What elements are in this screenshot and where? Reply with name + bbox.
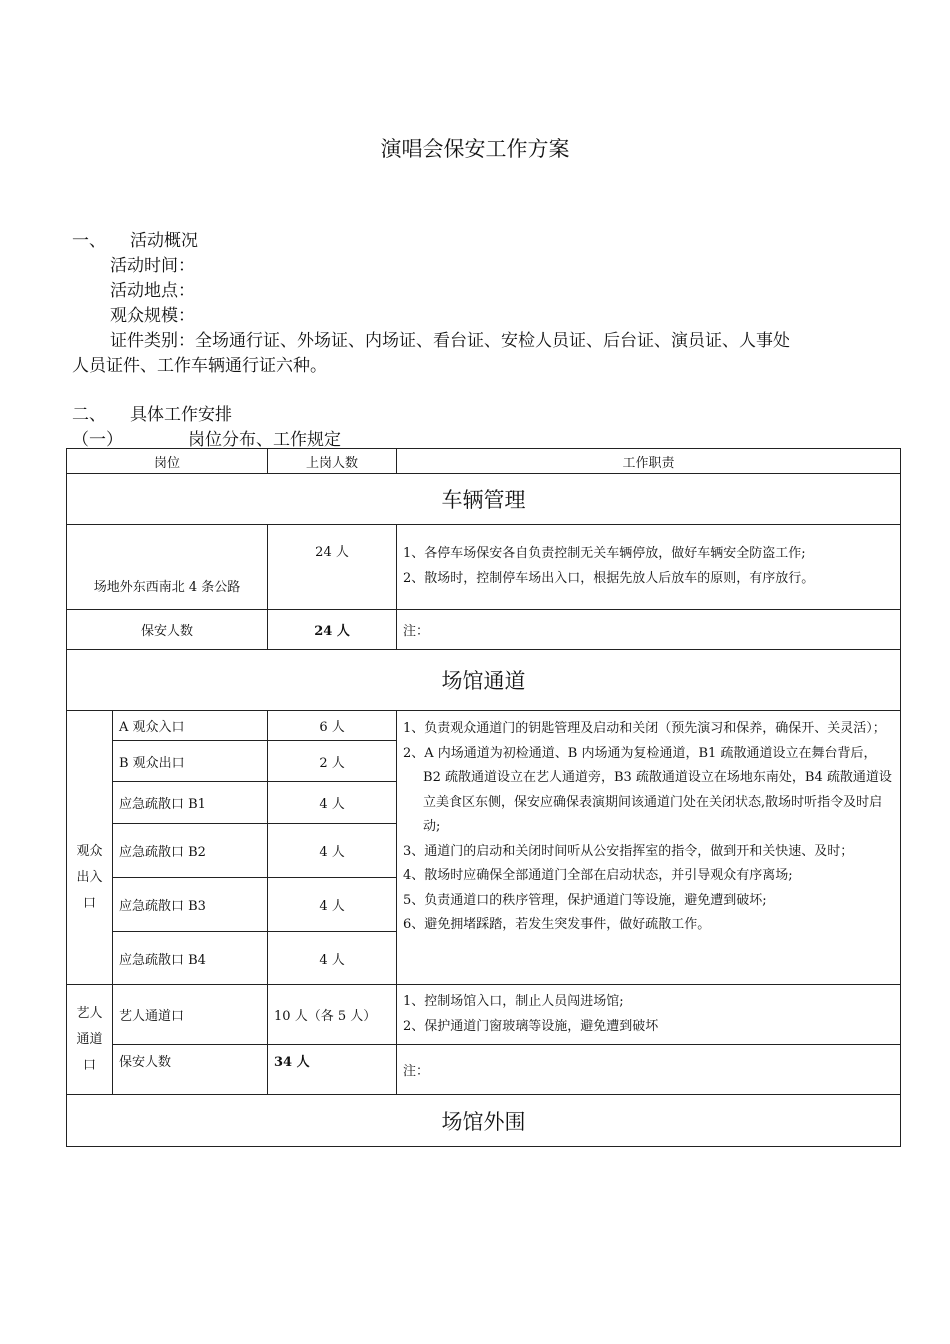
- header-count: 上岗人数: [268, 449, 397, 474]
- duty-item: 2、散场时，控制停车场出入口，根据先放人后放车的原则，有序放行。: [403, 571, 815, 586]
- artist-gate-group-label: 艺人 通道 口: [67, 985, 113, 1095]
- section2-title: 具体工作安排: [130, 405, 232, 425]
- duty-item: 1、负责观众通道门的钥匙管理及启动和关闭（预先演习和保养，确保开、关灵活）；: [403, 721, 886, 736]
- artist-duties: [397, 985, 901, 1045]
- activity-place-label: 活动地点：: [110, 281, 195, 301]
- section-title-perimeter: 场馆外围: [67, 1095, 901, 1147]
- duty-item: 2、A 内场通道为初检通道、B 内场通为复检通道，B1 疏散通道设立在舞台背后，B2 疏散通道设立在艺人通道旁，B3 疏散通道设立在场地东南处，B4 疏散通道设立美食区东侧，保安应确保表演期间该通道门处在关闭状态,散场时听指令及时启动;: [403, 745, 892, 834]
- section1-heading: [72, 226, 198, 251]
- duty-item: 4、散场时应确保全部通道门全部在启动状态，并引导观众有序离场;: [403, 868, 793, 883]
- section-row-perimeter: [67, 1095, 901, 1147]
- gate-count: 4 人: [268, 782, 397, 824]
- venue-guard-label: 保安人数: [113, 1045, 268, 1095]
- vehicle-duties: [397, 525, 901, 610]
- gate-count: 6 人: [268, 711, 397, 741]
- duty-item: 5、负责通道口的秩序管理，保护通道门等设施，避免遭到破坏;: [403, 892, 767, 908]
- section1-number: 一、: [72, 231, 106, 251]
- vehicle-guard-label: 保安人数: [67, 610, 268, 650]
- duty-item: 6、避免拥堵踩踏，若发生突发事件，做好疏散工作。: [403, 917, 711, 932]
- duty-item: 3、通道门的启动和关闭时间听从公安指挥室的指令，做到开和关快速、及时；: [403, 843, 854, 859]
- audience-size-label: 观众规模：: [110, 306, 195, 326]
- duty-item: 1、各停车场保安各自负责控制无关车辆停放，做好车辆安全防盗工作;: [403, 546, 806, 561]
- activity-time-label: 活动时间：: [110, 256, 195, 276]
- section2-heading: [72, 400, 232, 425]
- duty-item: 2、保护通道门窗玻璃等设施，避免遭到破坏: [403, 1019, 659, 1034]
- table-row: [67, 525, 901, 610]
- table-header-row: [67, 449, 901, 474]
- audience-gate-group-label: 观众 出入 口: [67, 711, 113, 985]
- table-row: [67, 1045, 901, 1095]
- subsection-heading: [72, 425, 341, 450]
- venue-duties: [397, 711, 901, 985]
- table-row: [67, 711, 901, 741]
- header-post: 岗位: [67, 449, 268, 474]
- page-title: 演唱会保安工作方案: [380, 137, 570, 161]
- section-row-vehicle: [67, 474, 901, 525]
- venue-guard-count: 34 人: [268, 1045, 397, 1095]
- cert-types-line1: 证件类别：全场通行证、外场证、内场证、看台证、安检人员证、后台证、演员证、人事处: [110, 331, 790, 351]
- section-row-venue: [67, 650, 901, 711]
- vehicle-post: 场地外东西南北 4 条公路: [67, 525, 268, 610]
- gate-post: 应急疏散口 B1: [113, 782, 268, 824]
- gate-post: 应急疏散口 B2: [113, 824, 268, 878]
- artist-count: 10 人（各 5 人）: [268, 985, 397, 1045]
- header-duties: 工作职责: [397, 449, 901, 474]
- gate-post: B 观众出口: [113, 741, 268, 782]
- subsection-number: （一）: [72, 430, 123, 450]
- section-title-vehicle: 车辆管理: [67, 474, 901, 525]
- gate-count: 2 人: [268, 741, 397, 782]
- post-assignment-table: [66, 448, 901, 1147]
- cert-types-line2: 人员证件、工作车辆通行证六种。: [72, 356, 327, 376]
- section2-number: 二、: [72, 405, 106, 425]
- section1-title: 活动概况: [130, 231, 198, 251]
- vehicle-note: 注：: [397, 610, 901, 650]
- gate-post: A 观众入口: [113, 711, 268, 741]
- duty-item: 1、控制场馆入口，制止人员闯进场馆;: [403, 994, 624, 1009]
- gate-count: 4 人: [268, 824, 397, 878]
- table-row: [67, 985, 901, 1045]
- gate-count: 4 人: [268, 878, 397, 932]
- gate-post: 应急疏散口 B3: [113, 878, 268, 932]
- section-title-venue: 场馆通道: [67, 650, 901, 711]
- gate-post: 应急疏散口 B4: [113, 932, 268, 985]
- table-row: [67, 610, 901, 650]
- venue-note: 注：: [397, 1045, 901, 1095]
- gate-count: 4 人: [268, 932, 397, 985]
- vehicle-count: 24 人: [268, 525, 397, 610]
- vehicle-guard-count: 24 人: [268, 610, 397, 650]
- artist-post: 艺人通道口: [113, 985, 268, 1045]
- subsection-title: 岗位分布、工作规定: [188, 430, 341, 450]
